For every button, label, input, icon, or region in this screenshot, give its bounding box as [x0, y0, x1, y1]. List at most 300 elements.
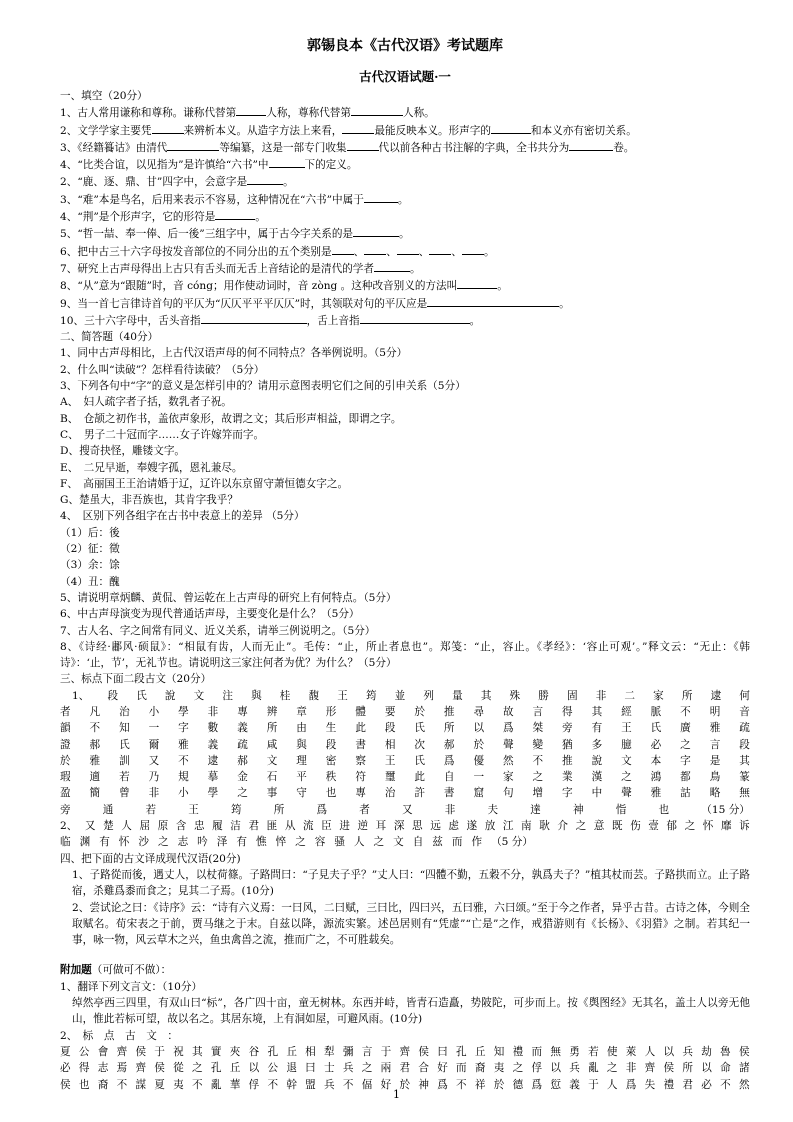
passage-char: 段 [107, 689, 119, 702]
passage-char: 裔 [474, 1062, 486, 1075]
passage-char: 漢 [591, 771, 603, 784]
passage-char: 說 [591, 754, 603, 767]
passage-char: 人 [353, 836, 365, 849]
fill-question: 4、“比类合谊，以见指为”是许慎给“六书”中 下的定义。 [60, 156, 750, 173]
passage-char: 合 [418, 1062, 429, 1075]
passage-char: 之 [575, 820, 587, 833]
passage-char: 猶 [562, 738, 573, 751]
passage-char: 學 [178, 705, 189, 718]
passage-char: 又 [148, 754, 160, 767]
passage-char: 亂 [210, 1078, 222, 1091]
passage-char: 家 [502, 771, 514, 784]
sub-item: （4）丑：醜 [60, 575, 120, 588]
passage-char: 通 [102, 803, 114, 816]
passage-char: 所 [266, 722, 278, 735]
passage-char: 逮 [710, 689, 722, 702]
passage-char: 公 [267, 1062, 279, 1075]
passage-char: 王 [337, 689, 348, 702]
passage-char: 數 [207, 722, 219, 735]
fill-question: 9、当一首七言律诗首句的平仄为“仄仄平平平仄仄”时，其领联对句的平仄应是 。 [60, 295, 750, 312]
short-answer-question: 4、 区别下列各组字在古书中表意上的差异 （5分） [60, 510, 305, 523]
passage-char: 適 [89, 771, 101, 784]
passage-char: 得 [562, 705, 573, 718]
passage-char: 並 [394, 689, 406, 702]
passage-char: 作 [471, 836, 483, 849]
passage-char: 兹 [432, 836, 443, 849]
fill-question: 4、“荆”是个形声字，它的形符是 。 [60, 208, 750, 225]
passage-char: （5 分） [491, 836, 533, 849]
fill-question: 10、三十六字母中，舌头音指 ，舌上音指 。 [60, 312, 750, 329]
passage-char: 盟 [305, 1078, 316, 1091]
passage-char: 於 [493, 1078, 505, 1091]
passage-char: 而 [451, 836, 463, 849]
passage-char: 其 [739, 754, 750, 767]
passage-char: 盈 [60, 787, 71, 800]
passage-char: 南 [521, 820, 532, 833]
passage-char: 从 [284, 820, 296, 833]
passage-char: 窟 [473, 787, 485, 800]
passage-char: 侯 [154, 1062, 165, 1075]
passage-char: 亂 [588, 1062, 599, 1075]
passage-char: 筠 [231, 803, 242, 816]
document-page [60, 30, 750, 1093]
passage-char: 兵 [569, 1062, 580, 1075]
fill-question: 6、把中古三十六字母按发音部位的不同分出的五个类别是 、 、 、 、 。 [60, 243, 750, 260]
short-answer-question: 5、请说明章炳麟、黄侃、曾运乾在上古声母的研究上有何特点。（5分） [60, 591, 397, 604]
passage-char: 業 [562, 771, 573, 784]
bonus-question: 1、翻译下列文言文：（10分） [60, 980, 203, 993]
passage-char: 遂 [466, 820, 478, 833]
passage-char: 知 [493, 1045, 505, 1058]
passage-char: 兩 [380, 1062, 392, 1075]
passage-char: 耿 [539, 820, 550, 833]
punctuation-passage-2 [60, 818, 750, 851]
passage-char: 桀 [532, 722, 544, 735]
passage-char: 容 [314, 836, 326, 849]
passage-char: 幹 [286, 1078, 297, 1091]
passage-char: 次 [414, 738, 425, 751]
passage-char: 不 [267, 1078, 279, 1091]
passage-char: 文 [621, 754, 632, 767]
passage-char: 義 [237, 722, 248, 735]
passage-char: 王 [384, 754, 396, 767]
passage-char: 氏 [414, 722, 425, 735]
passage-char: 泽 [216, 836, 228, 849]
passage-char: 義 [569, 1078, 580, 1091]
passage-char: 禮 [512, 1045, 524, 1058]
passage-char: 不 [192, 1078, 203, 1091]
passage-char: 王 [188, 803, 199, 816]
passage-char: 相 [384, 738, 396, 751]
passage-char: 人 [644, 1045, 656, 1058]
passage-char: 彌 [342, 1045, 354, 1058]
passage-char: 谷 [248, 1045, 260, 1058]
passage-char: 聲 [502, 738, 514, 751]
section-heading: 二、简答题（40分） [60, 331, 159, 344]
page-number: 1 [393, 1088, 400, 1101]
passage-char: 與 [251, 689, 262, 702]
passage-char: 量 [452, 689, 463, 702]
short-answer-question: 1、同中古声母相比，上古代汉语声母的何不同特点？各举例说明。（5分） [60, 347, 408, 360]
passage-char: 非 [595, 689, 607, 702]
passage-char: 若 [588, 1045, 599, 1058]
passage-char: 治 [119, 705, 130, 718]
passage-char: 本 [650, 754, 662, 767]
passage-char: 爲 [502, 722, 514, 735]
passage-char: 華 [229, 1078, 241, 1091]
passage-char: 書 [355, 738, 366, 751]
passage-char: 廣 [680, 722, 691, 735]
passage-char: 增 [532, 787, 544, 800]
passage-char: 韻 [60, 722, 71, 735]
passage-char: 章 [296, 705, 307, 718]
passage-char: 規 [178, 771, 189, 784]
passage-char: 德 [512, 1078, 524, 1091]
passage-line [60, 802, 750, 818]
passage-char: 桂 [279, 689, 291, 702]
bonus-question: 2、 标 点 古 文 ： [60, 1029, 178, 1042]
passage-char: 江 [502, 820, 514, 833]
passage-char: 此 [414, 771, 425, 784]
passage-char: 以 [550, 1062, 561, 1075]
passage-char: 所 [682, 1062, 693, 1075]
passage-char: 非 [444, 803, 456, 816]
passage-char: 非 [625, 1062, 637, 1075]
short-answer-question: 7、古人名、字之间常有同义、近义关系，请举三例说明之。（5分） [60, 624, 376, 637]
passage-char: 雅 [178, 738, 189, 751]
passage-line [60, 753, 750, 769]
passage-char: 孔 [267, 1045, 279, 1058]
passage-char: 爲 [625, 1078, 637, 1091]
passage-char: 小 [178, 787, 189, 800]
passage-line [60, 834, 750, 850]
passage-char: 以 [473, 722, 485, 735]
bonus-translation-text: 绰然亭西三四里，有双山曰“标”，各广四十亩，童无树林。东西并峙，皆青石造矗，势陂陀，可步而上。按《舆图经》无其名，盖土人以旁无他山，惟此若标可望，故以名之。其居东境，上有洞如屋，可避风雨。(10分) [72, 997, 750, 1026]
passage-char: 略 [709, 787, 721, 800]
passage-char: 不 [116, 1078, 128, 1091]
sub-item: （2）征：徵 [60, 543, 120, 556]
passage-char: 鴻 [650, 771, 662, 784]
passage-char: 有 [591, 722, 603, 735]
passage-char: 伤 [630, 820, 641, 833]
passage-char: 偪 [361, 1078, 373, 1091]
passage-char: 秩 [325, 771, 337, 784]
passage-char: 憔 [255, 836, 267, 849]
passage-char: 神 [418, 1078, 429, 1091]
sub-item: D、搜奇抉怪，雕镂文字。 [60, 445, 186, 458]
passage-char: 由 [296, 722, 307, 735]
passage-char: 爲 [316, 803, 328, 816]
passage-char: 郝 [89, 738, 101, 751]
passage-char: 必 [650, 738, 662, 751]
passage-char: 楚 [103, 820, 114, 833]
passage-char: 知 [119, 722, 130, 735]
passage-char: 其 [192, 1045, 203, 1058]
short-answer-question: 3、下列各句中“字”的意义是怎样引申的？请用示意图表明它们之间的引申关系（5分） [60, 380, 466, 393]
passage-char: 又 [402, 803, 413, 816]
passage-char: 言 [532, 705, 544, 718]
section-heading: 三、标点下面二段古文（20分） [60, 673, 212, 686]
passage-char: 于 [154, 1045, 165, 1058]
passage-char: 璽 [384, 771, 396, 784]
passage-char: 句 [502, 787, 514, 800]
passage-char: 之 [532, 771, 544, 784]
passage-char: 祥 [474, 1078, 486, 1091]
passage-char: 忠 [193, 820, 205, 833]
passage-char: 所 [681, 689, 693, 702]
passage-char: 愆 [550, 1078, 561, 1091]
passage-char: 意 [593, 820, 605, 833]
passage-char: 實 [210, 1045, 222, 1058]
passage-char: 生 [325, 722, 337, 735]
passage-char: 段 [739, 738, 750, 751]
passage-char: 不 [89, 722, 101, 735]
passage-char: 言 [709, 738, 721, 751]
passage-char: 筠 [365, 689, 377, 702]
passage-char: 乃 [148, 771, 160, 784]
passage-char: 摹 [207, 771, 219, 784]
sub-item: （1）后：後 [60, 526, 120, 539]
passage-char: 從 [173, 1062, 184, 1075]
fill-question: 1、古人常用谦称和尊称。谦称代替第 人称，尊称代替第 人称。 [60, 104, 750, 121]
passage-char: 逮 [207, 754, 219, 767]
passage-char: 不 [720, 1078, 731, 1091]
bonus-punctuation-passage [60, 1044, 750, 1093]
passage-char: 雅 [89, 754, 101, 767]
passage-line [60, 720, 750, 736]
passage-line [60, 785, 750, 801]
passage-char: 裔 [97, 1078, 109, 1091]
passage-char: 不 [456, 1078, 467, 1091]
passage-char: 爾 [148, 738, 160, 751]
passage-char: 義 [207, 738, 219, 751]
passage-char: 侯 [135, 1045, 147, 1058]
passage-char: 二 [624, 689, 635, 702]
passage-char: 篆 [739, 771, 750, 784]
exam-subtitle: 古代汉语试题·一 [359, 69, 451, 84]
passage-char: 事 [266, 787, 278, 800]
passage-char: 屈 [139, 820, 151, 833]
passage-char: （15 分） [701, 803, 750, 816]
passage-char: 於 [399, 1078, 411, 1091]
passage-char: 音 [739, 705, 750, 718]
passage-char: 必 [701, 1078, 712, 1091]
passage-char: 殊 [509, 689, 521, 702]
passage-char: 君 [399, 1062, 411, 1075]
fill-question: 8、“从”意为“跟随”时，音 cóng；用作使动词时，音 zòng 。这种改音别义的方法叫 。 [60, 277, 750, 294]
passage-char: 咸 [266, 738, 278, 751]
fill-question: 7、研究上古声母得出上古只有舌头而无舌上音结论的是清代的学者 。 [60, 260, 750, 277]
passage-char: 于 [380, 1045, 392, 1058]
passage-char: 於 [473, 738, 485, 751]
passage-char: 侯 [738, 1045, 750, 1058]
passage-line [60, 704, 750, 720]
passage-char: 詁 [680, 787, 691, 800]
passage-char: 有 [99, 836, 110, 849]
passage-char: 又 [84, 820, 96, 833]
passage-char: 要 [384, 705, 396, 718]
passage-char: 士 [324, 1062, 335, 1075]
sub-item: E、 二兄早逝，奉嫂字孤，恩礼兼尽。 [60, 461, 243, 474]
passage-char: 神 [573, 803, 584, 816]
passage-char: 失 [644, 1078, 656, 1091]
passage-char: 是 [709, 754, 721, 767]
passage-char: 謀 [135, 1078, 147, 1091]
passage-char: 含 [175, 820, 187, 833]
passage-line [60, 737, 750, 753]
passage-char: 渊 [79, 836, 91, 849]
passage-char: 之 [157, 836, 169, 849]
passage-char: 氏 [136, 689, 147, 702]
passage-char: 以 [663, 1045, 675, 1058]
passage-char: 列 [423, 689, 434, 702]
bonus-heading: 附加题（可做可不做）： [60, 964, 172, 977]
passage-char: 王 [621, 722, 632, 735]
passage-char: 犁 [324, 1045, 335, 1058]
passage-char: 退 [286, 1062, 297, 1075]
passage-char: 治 [384, 787, 396, 800]
sub-item: C、 男子二十冠而字……女子许嫁笄而字。 [60, 428, 265, 441]
passage-char: 丘 [474, 1045, 486, 1058]
passage-char: 凡 [89, 705, 101, 718]
passage-char: 其 [480, 689, 492, 702]
passage-char: 馥 [308, 689, 320, 702]
passage-char: 若 [119, 771, 130, 784]
passage-char: 也 [658, 803, 670, 816]
passage-char: 人 [121, 820, 132, 833]
passage-char: 之 [684, 820, 696, 833]
passage-char: 而 [456, 1062, 467, 1075]
fill-question: 5、“哲一喆、奉一俸、后一後”三组字中，属于古今字关系的是 。 [60, 225, 750, 242]
passage-char: 金 [237, 771, 248, 784]
passage-char: 氏 [414, 754, 425, 767]
passage-char: 於 [414, 705, 425, 718]
passage-line [60, 769, 750, 785]
fill-question: 2、“鹿、逐、鼎、甘”四字中，会意字是 。 [60, 173, 750, 190]
passage-char: 符 [355, 771, 366, 784]
passage-char: 介 [557, 820, 568, 833]
sub-item: B、 仓颉之初作书，盖依声象形，故谓之文；其后形声相益，即谓之字。 [60, 412, 402, 425]
passage-char: 魯 [720, 1045, 731, 1058]
passage-char: 何 [739, 689, 750, 702]
passage-char: 孔 [456, 1045, 467, 1058]
passage-char: 之 [373, 836, 385, 849]
passage-char: 吟 [197, 836, 208, 849]
passage-char: 學 [207, 787, 219, 800]
section-heading: 一、填空（20分） [60, 90, 148, 102]
passage-char: 爲 [531, 1078, 543, 1091]
passage-char: 者 [359, 803, 370, 816]
passage-char: 石 [266, 771, 278, 784]
passage-char: 以 [248, 1062, 260, 1075]
passage-char: 之 [237, 787, 248, 800]
passage-char: 注 [222, 689, 233, 702]
passage-char: 流 [302, 820, 314, 833]
passage-char: 推 [443, 705, 455, 718]
passage-char: 公 [78, 1045, 90, 1058]
passage-char: 怀 [118, 836, 130, 849]
passage-char: 不 [680, 705, 691, 718]
passage-char: 自 [443, 771, 455, 784]
passage-char: 氏 [650, 722, 662, 735]
passage-char: 兵 [342, 1062, 354, 1075]
passage-char: 也 [78, 1078, 90, 1091]
passage-char: 都 [680, 771, 691, 784]
passage-char: 曰 [437, 1045, 448, 1058]
passage-char: 丘 [286, 1045, 297, 1058]
passage-char: 疏 [739, 722, 750, 735]
passage-char: 非 [148, 787, 160, 800]
passage-char: 侯 [418, 1045, 429, 1058]
passage-line [60, 818, 750, 834]
passage-char: 壹 [648, 820, 659, 833]
passage-char: 疏 [237, 738, 248, 751]
passage-char: 理 [296, 754, 307, 767]
passage-char: 鳥 [709, 771, 721, 784]
passage-char: 所 [443, 722, 455, 735]
passage-char: 一 [148, 722, 160, 735]
punctuation-passage-1 [60, 688, 750, 818]
passage-char: 人 [606, 1078, 618, 1091]
passage-char: 兵 [324, 1078, 335, 1091]
passage-char: 志 [97, 1062, 109, 1075]
passage-char: 段 [384, 722, 396, 735]
passage-char: 有 [236, 836, 247, 849]
sub-item: G、楚虽大，非吾族也，其肯字我乎？ [60, 494, 238, 507]
passage-char: 之 [606, 1062, 618, 1075]
passage-char: 齊 [135, 1062, 147, 1075]
passage-char: 必 [60, 1062, 71, 1075]
passage-char: 體 [355, 705, 366, 718]
passage-char: 履 [212, 820, 223, 833]
passage-char: 焉 [116, 1062, 128, 1075]
passage-char: 書 [443, 787, 455, 800]
passage-char: 臣 [321, 820, 332, 833]
passage-char: 思 [412, 820, 423, 833]
passage-char: 說 [164, 689, 176, 702]
short-answer-question: 6、中古声母演变为现代普通话声母，主要变化是什么？（5分） [60, 608, 360, 621]
passage-char: 1、 [72, 689, 90, 702]
passage-char: 字 [178, 722, 189, 735]
passage-char: 然 [502, 754, 514, 767]
passage-char: 2、 [60, 820, 78, 833]
short-answer-question: 2、什么叫“读破”？怎样看待读破？（5分） [60, 363, 265, 376]
passage-char: 禮 [663, 1078, 675, 1091]
passage-char: 夷 [493, 1062, 505, 1075]
passage-char: 使 [606, 1045, 618, 1058]
passage-char: 而 [531, 1045, 543, 1058]
passage-char: 辨 [266, 705, 278, 718]
passage-char: 簡 [89, 787, 101, 800]
passage-char: 郁 [666, 820, 678, 833]
passage-char: 曰 [305, 1062, 316, 1075]
passage-char: 達 [530, 803, 541, 816]
passage-char: 自 [412, 836, 424, 849]
passage-char: 俘 [248, 1078, 260, 1091]
passage-char: 聲 [621, 787, 632, 800]
passage-char: 之 [192, 1062, 203, 1075]
passage-char: 逆 [357, 820, 369, 833]
passage-char: 相 [305, 1045, 316, 1058]
passage-char: 中 [591, 787, 603, 800]
passage-char: 郝 [443, 738, 455, 751]
passage-char: 於 [60, 754, 71, 767]
passage-line [60, 1044, 750, 1060]
document-title: 郭锡良本《古代汉语》考试题库 [307, 38, 503, 54]
passage-char: 故 [502, 705, 514, 718]
passage-char: 守 [296, 787, 307, 800]
passage-char: 曾 [119, 787, 130, 800]
